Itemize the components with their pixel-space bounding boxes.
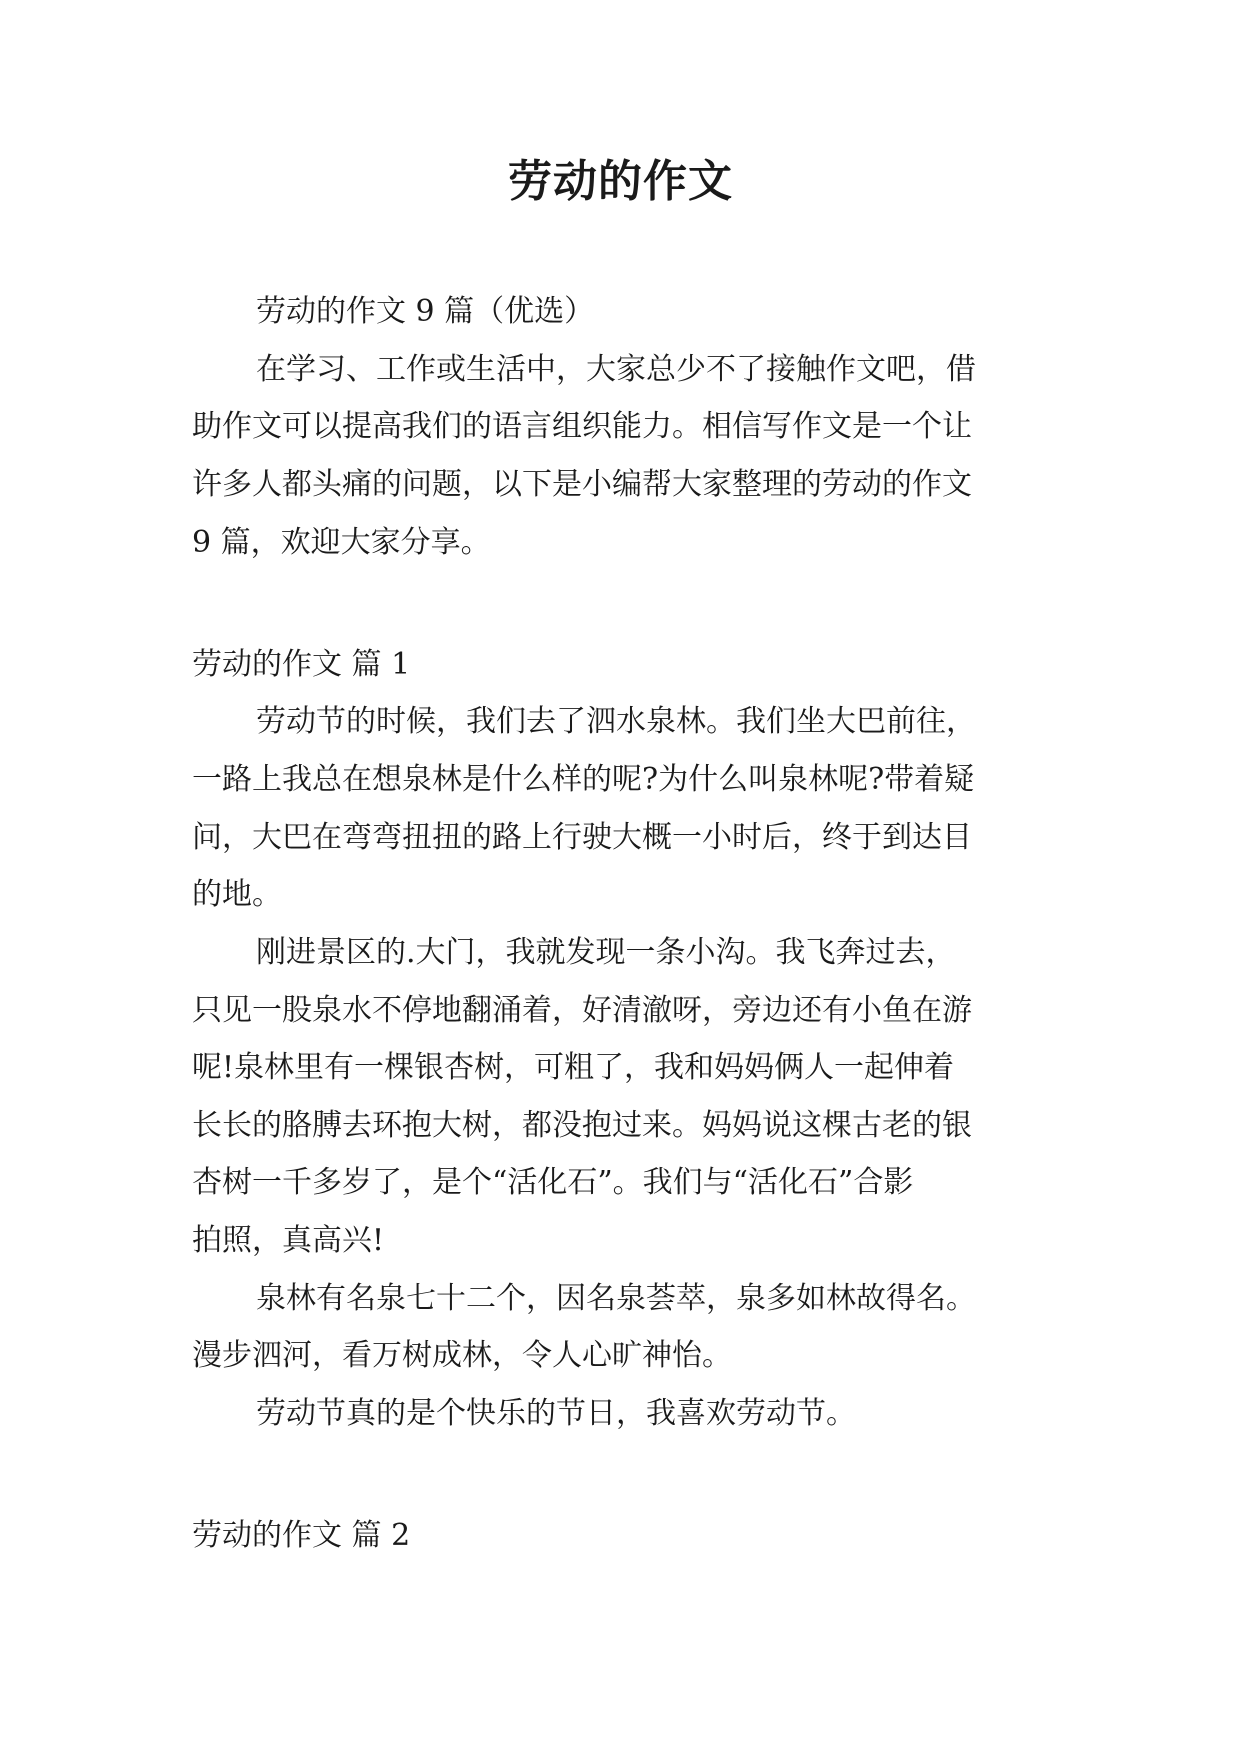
intro-line: 在学习、工作或生活中，大家总少不了接触作文吧，借 — [256, 352, 976, 387]
paragraph-line: 漫步泗河，看万树成林，令人心旷神怡。 — [192, 1338, 732, 1373]
paragraph-line: 问，大巴在弯弯扭扭的路上行驶大概一小时后，终于到达目 — [192, 820, 972, 855]
paragraph-line: 劳动节真的是个快乐的节日，我喜欢劳动节。 — [256, 1396, 856, 1431]
paragraph-line: 刚进景区的.大门，我就发现一条小沟。我飞奔过去， — [256, 935, 956, 970]
paragraph-line: 一路上我总在想泉林是什么样的呢?为什么叫泉林呢?带着疑 — [192, 762, 975, 797]
paragraph-line: 拍照，真高兴! — [192, 1223, 385, 1258]
section-heading: 劳动的作文 篇 1 — [192, 647, 411, 682]
intro-line: 助作文可以提高我们的语言组织能力。相信写作文是一个让 — [192, 409, 972, 444]
paragraph-line: 长长的胳膊去环抱大树，都没抱过来。妈妈说这棵古老的银 — [192, 1108, 972, 1143]
paragraph-line: 杏树一千多岁了，是个“活化石”。我们与“活化石”合影 — [192, 1165, 914, 1200]
paragraph-line: 的地。 — [192, 877, 282, 912]
document-subtitle: 劳动的作文 9 篇（优选） — [256, 294, 595, 329]
paragraph-line: 只见一股泉水不停地翻涌着，好清澈呀，旁边还有小鱼在游 — [192, 993, 972, 1028]
section-heading: 劳动的作文 篇 2 — [192, 1518, 411, 1553]
intro-line: 9 篇，欢迎大家分享。 — [192, 525, 491, 560]
paragraph-line: 呢!泉林里有一棵银杏树，可粗了，我和妈妈俩人一起伸着 — [192, 1050, 955, 1085]
document-title: 劳动的作文 — [508, 156, 733, 207]
intro-line: 许多人都头痛的问题，以下是小编帮大家整理的劳动的作文 — [192, 467, 972, 502]
paragraph-line: 泉林有名泉七十二个，因名泉荟萃，泉多如林故得名。 — [256, 1281, 976, 1316]
paragraph-line: 劳动节的时候，我们去了泗水泉林。我们坐大巴前往， — [256, 704, 976, 739]
